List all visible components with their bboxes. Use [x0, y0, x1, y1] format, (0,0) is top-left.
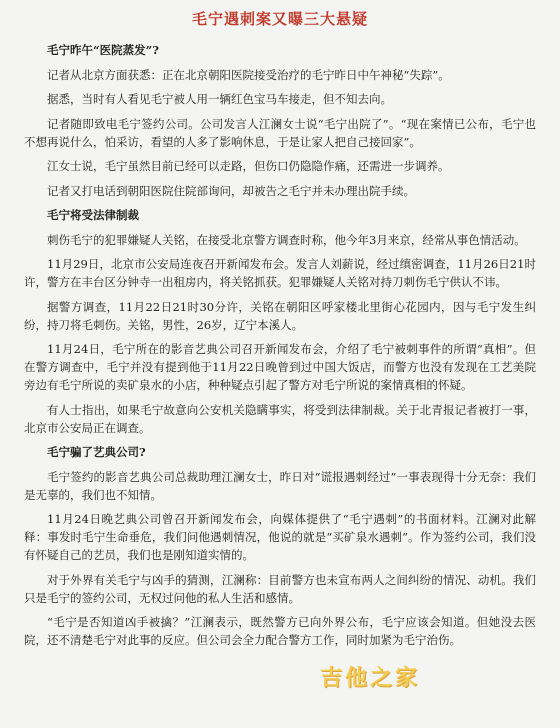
- paragraph: 11月29日，北京市公安局连夜召开新闻发布会。发言人刘薪说，经过缜密调查，11月26日21时许，警方在丰台区分钟寺一出租房内，将关铭抓获。犯罪嫌疑人关铭对持刀刺伤毛宁供认不讳。: [24, 257, 536, 289]
- paragraph: 据警方调查，11月22日21时30分许，关铭在朝阳区呼家楼北里街心花园内，因与毛宁发生纠纷，持刀将毛刺伤。关铭，男性，26岁，辽宁本溪人。: [24, 299, 536, 332]
- article-title: 毛宁遇刺案又曝三大悬疑: [191, 10, 368, 28]
- paragraph: 记者又打电话到朝阳医院住院部询问，却被告之毛宁并未办理出院手续。: [47, 183, 415, 198]
- paragraph: 11月24日晚艺典公司曾召开新闻发布会，向媒体提供了“毛宁遇刺”的书面材料。江澜对此解释：事发时毛宁生命垂危，我们问他遇刺情况，他说的就是“买矿泉水遇刺”。作为签约公司，我们没有怀疑自己的艺员，我们也是刚知道实情的。: [24, 512, 536, 562]
- section-heading: 毛宁昨午“医院蒸发”?: [47, 43, 159, 57]
- paragraph: 对于外界有关毛宁与凶手的猜测，江澜称：目前警方也未宣布两人之间纠纷的情况、动机。我们只是毛宁的签约公司，无权过问他的私人生活和感情。: [24, 572, 536, 605]
- site-watermark: 吉他之家: [319, 666, 420, 691]
- section-heading: 毛宁将受法律制裁: [47, 208, 139, 222]
- paragraph: “毛宁是否知道凶手被擒？”江澜表示，既然警方已向外界公布，毛宁应该会知道。但她没去医院，还不清楚毛宁对此事的反应。但公司会全力配合警方工作，同时加紧为毛宁治伤。: [24, 615, 536, 647]
- article-body: [24, 41, 536, 649]
- paragraph: 毛宁签约的影音艺典公司总裁助理江澜女士，昨日对“谎报遇刺经过”一事表现得十分无奈：我们是无辜的，我们也不知情。: [24, 469, 536, 502]
- paragraph: 有人士指出，如果毛宁故意向公安机关隐瞒事实，将受到法律制裁。关于北青报记者被打一事，北京市公安局正在调查。: [24, 402, 536, 435]
- paragraph: 记者从北京方面获悉：正在北京朝阳医院接受治疗的毛宁昨日中午神秘“失踪”。: [47, 67, 450, 82]
- paragraph: 刺伤毛宁的犯罪嫌疑人关铭，在接受北京警方调查时称，他今年3月来京，经常从事色情活动。: [47, 232, 526, 247]
- section-heading: 毛宁骗了艺典公司?: [47, 445, 146, 459]
- paragraph: 江女士说，毛宁虽然目前已经可以走路，但伤口仍隐隐作痛，还需进一步调养。: [47, 159, 450, 173]
- paragraph: 记者随即致电毛宁签约公司。公司发言人江澜女士说“毛宁出院了”。“现在案情已公布，毛宁也不想再说什么，怕采访，看望的人多了影响休息，于是让家人把自己接回家”。: [24, 116, 536, 149]
- paragraph: 11月24日，毛宁所在的影音艺典公司召开新闻发布会，介绍了毛宁被刺事件的所谓“真相”。但在警方调查中，毛宁并没有提到他于11月22日晚曾到过中国大饭店，而警方也没有发现在工艺美院旁边有毛宁所说的卖矿泉水的小店，种种疑点引起了警方对毛宁所说的案情真相的怀疑。: [24, 342, 536, 392]
- paragraph: 据悉，当时有人看见毛宁被人用一辆红色宝马车接走，但不知去向。: [47, 92, 392, 106]
